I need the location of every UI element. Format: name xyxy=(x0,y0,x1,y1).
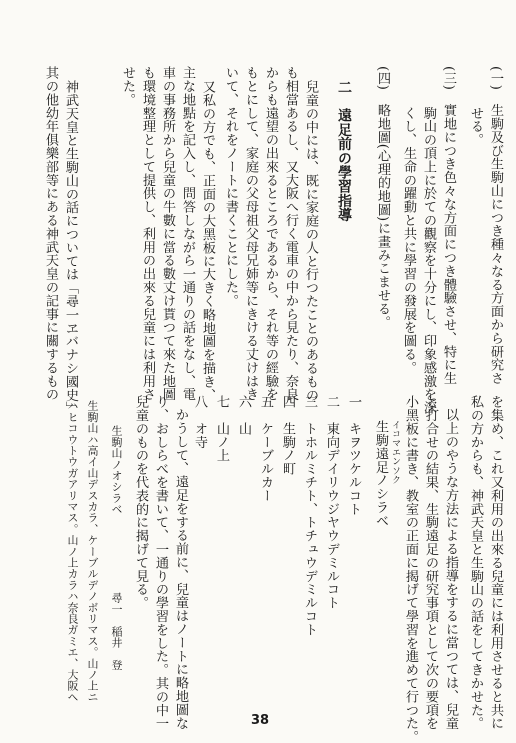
page-number: 38 xyxy=(250,713,270,728)
text-line: 駒山の頂上に於ての觀察を十分にし、印象感激を深 xyxy=(421,66,436,415)
student-text-line: ハヒコウトウガアリマス。山ノ上カラハ奈良ガミエ、大阪ヘ xyxy=(66,400,79,703)
text-line: (四) 略地圖(心理的地圖)に畫みこませる。 xyxy=(375,66,390,329)
student-text-line: 生駒山ハ高イ山デスカラ、ケーブルデノボリマス。山ノ上ニ xyxy=(86,400,99,703)
list-item: 二 東向デイリウジヤウデミルコト xyxy=(324,395,339,610)
text-line: もとにして、家庭の父母祖父母兄姉等にきける丈けはき xyxy=(243,66,258,401)
text-line: 車の事務所から兒童の牛數に當る數丈け貰つて來た地圖 xyxy=(160,66,175,401)
text-line: くし、生命の躍動と共に學習の發展を圖る。 xyxy=(401,66,416,375)
text-line: 私の方からも、神武天皇と生駒山の話をしてきかせた。 xyxy=(468,395,483,730)
text-line: と打合せの結果、生駒遠足の研究事項として次の要項を xyxy=(423,395,438,730)
list-subtitle: 生駒遠足ノシラベ xyxy=(373,420,388,528)
text-line: 其の他幼年俱樂部等にある神武天皇の記事に關するもの xyxy=(43,66,58,401)
text-line: かうして、遠足をする前に、兒童はノートに略地圖な xyxy=(173,408,188,730)
list-item: 三 トホルミチト、トチュウデミルコト xyxy=(302,395,317,637)
text-line: 以上のやうな方法による指導をするに當つては、兒童 xyxy=(443,408,458,730)
text-line: からも遠望の出來るところであるから、それ等の經驗を xyxy=(263,66,278,401)
text-line: り、おしらべを書いて、一通りの學習をした。其の中一 xyxy=(153,395,168,730)
text-line: 兒童の中には、既に家庭の人と行つたことのあるもの xyxy=(303,80,318,402)
list-item: 八 オ寺 xyxy=(192,395,207,449)
text-line: せる。 xyxy=(468,66,483,147)
text-line: いて、それをノートに書くことにした。 xyxy=(223,66,238,308)
text-line: せた。 xyxy=(120,66,135,107)
list-item: 一 キヲツケルコト xyxy=(346,395,361,516)
student-essay-title: 生駒山ノオシラベ xyxy=(110,425,123,515)
text-line: 神武天皇と生駒山の話については「尋一ヱバナシ國史」 xyxy=(63,80,78,415)
text-line: (三) 實地につき色々な方面につき體驗させ、特に生 xyxy=(441,66,456,385)
section-heading: 二 遠足前の學習指導 xyxy=(336,80,352,222)
list-item: 七 山ノ上 xyxy=(214,395,229,462)
text-line: も相當あるし、又大阪へ行く電車の中から見たり、奈良 xyxy=(283,66,298,401)
student-name: 尋一 稲井 登 xyxy=(110,592,123,671)
text-line: 又私の方でも、正面の大黑板に大きく略地圖を描き、 xyxy=(200,80,215,402)
list-item: 五 ケーブルカー xyxy=(258,395,273,503)
text-line: 兒童のものを代表的に揭げて見る。 xyxy=(133,395,148,610)
ruby-text: イコマエンソク xyxy=(390,420,400,485)
text-line: 小黑板に書き、教室の正面に揭げて學習を進めて行つた。 xyxy=(403,395,418,743)
text-line: も環境整理として提供し、利用の出來る兒童には利用さ xyxy=(140,66,155,401)
list-item: 六 山 xyxy=(236,395,251,436)
list-item: 四 生駒ノ町 xyxy=(280,395,295,476)
text-line: 主な地點を記入し、問答しながら一通りの話をなし、電 xyxy=(180,66,195,401)
text-line: を集め、これ又利用の出來る兒童には利用させると共に xyxy=(488,395,503,730)
text-line: (一) 生駒及び生駒山につき種々なる方面から研究さ xyxy=(488,66,503,385)
